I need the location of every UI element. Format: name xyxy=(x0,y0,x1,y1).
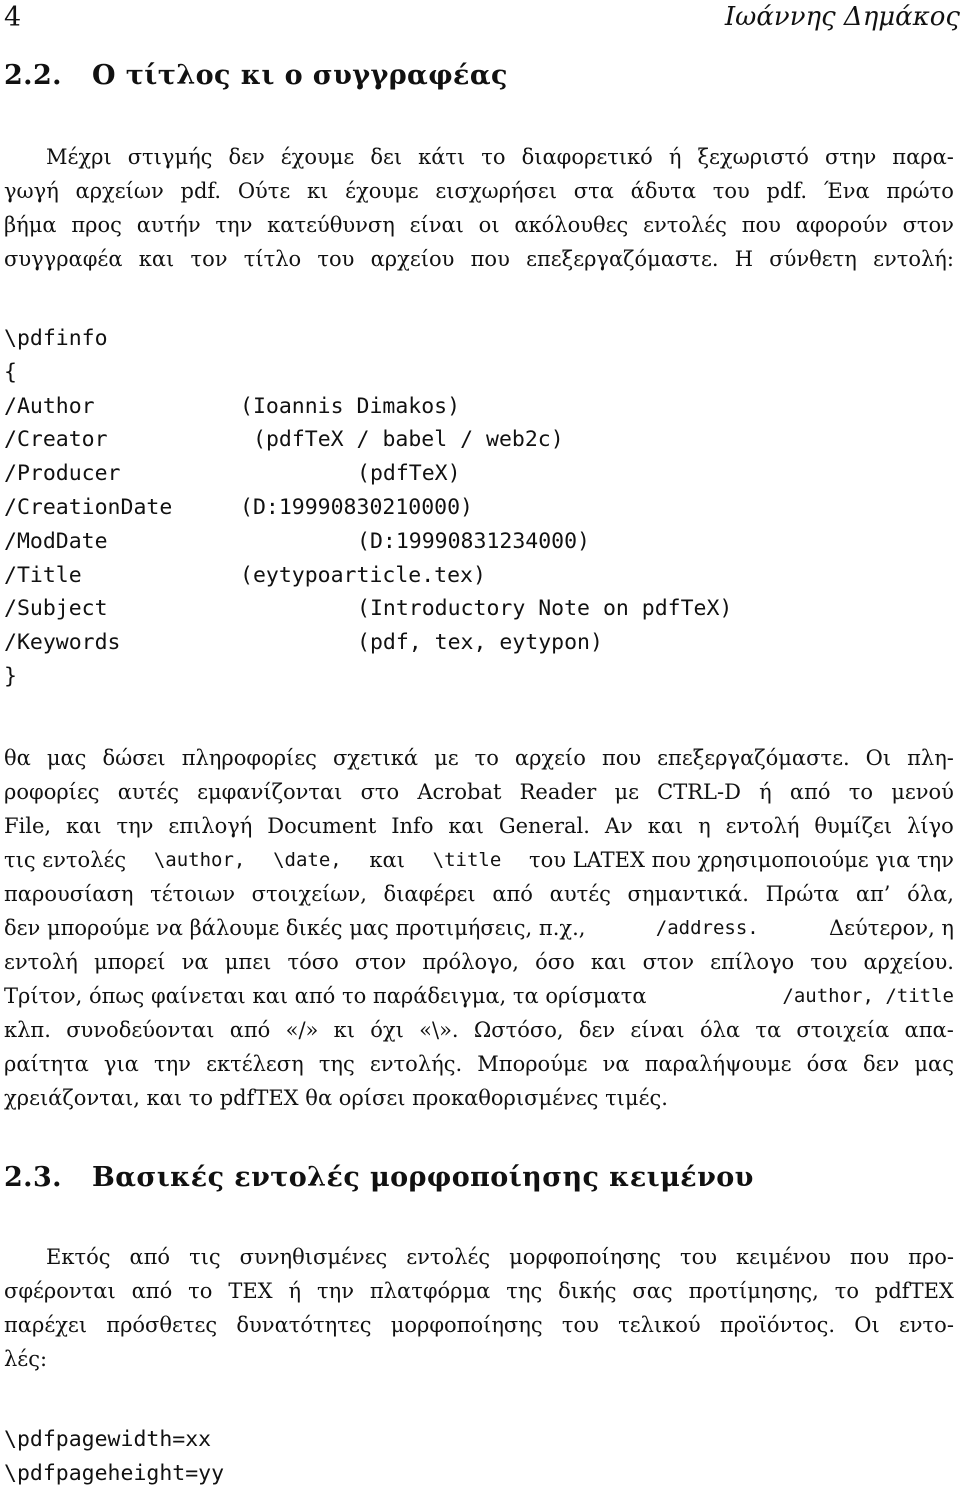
word: όχι xyxy=(370,1018,404,1042)
code-value: (pdf, tex, eytypon) xyxy=(357,630,603,656)
word: εντο- xyxy=(898,1313,954,1337)
text-span: δεν μπορούμε να βάλουμε δικές μας προτιμήσεις, π.χ., xyxy=(4,916,586,940)
word: όλα, xyxy=(907,882,954,906)
word: General. xyxy=(498,814,590,838)
text-line xyxy=(4,140,954,174)
text-line xyxy=(4,1047,954,1081)
word: δυνατότητες xyxy=(236,1313,372,1337)
code-close-brace: } xyxy=(4,663,17,689)
word: στον xyxy=(354,950,407,974)
word: εντολή xyxy=(725,814,800,838)
word: συνοδεύονται xyxy=(66,1018,215,1042)
word: επίλογο xyxy=(710,950,795,974)
word: για xyxy=(103,1052,139,1076)
text-line xyxy=(4,208,954,242)
word: Ένα xyxy=(823,179,870,203)
word: αρχείου xyxy=(370,247,455,271)
word: εντολή xyxy=(4,950,78,974)
word: τέτοιων xyxy=(150,882,235,906)
word: κι xyxy=(333,1018,356,1042)
text-line xyxy=(4,174,954,208)
word: αρχείο xyxy=(514,746,586,770)
word: του xyxy=(810,950,848,974)
word: στο xyxy=(360,780,400,804)
word: εντολές xyxy=(643,213,727,237)
word: τα xyxy=(755,1018,782,1042)
word: επεξεργαζόμαστε. xyxy=(657,746,850,770)
word: Ούτε xyxy=(237,179,291,203)
word: Reader xyxy=(519,780,597,804)
word: προϊόντος. xyxy=(719,1313,836,1337)
word: κατεύθυνση xyxy=(267,213,395,237)
code-value: (D:19990830210000) xyxy=(240,494,473,520)
word: αυτές xyxy=(549,882,611,906)
section-heading-2-3 xyxy=(4,1162,754,1193)
word: έχουμε xyxy=(280,145,355,169)
word: τίτλο xyxy=(243,247,302,271)
word: ή xyxy=(288,1279,302,1303)
text-span: τις εντολές xyxy=(4,848,127,872)
word: πληροφορίες xyxy=(181,746,317,770)
text-line: λές: xyxy=(4,1347,48,1371)
word: στα xyxy=(573,179,614,203)
word: την xyxy=(215,213,253,237)
code-line: \pdfpageheight=yy xyxy=(4,1460,225,1486)
text-span: Δεύτερον, η xyxy=(829,916,954,940)
word: κλπ. xyxy=(4,1018,51,1042)
code-value: (eytypoarticle.tex) xyxy=(240,562,486,588)
section-number: 2.3. xyxy=(4,1162,62,1193)
word: είναι xyxy=(409,213,464,237)
code-key: /Author xyxy=(4,393,95,419)
word: εμφανίζονται xyxy=(197,780,343,804)
word: προς xyxy=(71,213,122,237)
word: διαφορετικό xyxy=(521,145,653,169)
word: τελικού xyxy=(618,1313,701,1337)
word: κάτι xyxy=(418,145,466,169)
code-entry xyxy=(4,559,486,593)
word: από xyxy=(131,1279,173,1303)
running-author: Ιωάννης Δημάκος xyxy=(724,2,960,32)
word: αυτές xyxy=(117,780,179,804)
word: pdfTEX xyxy=(874,1279,954,1303)
word: μπει xyxy=(224,950,272,974)
word: στον xyxy=(642,950,694,974)
code-entry xyxy=(4,491,473,525)
word: πλατφόρμα xyxy=(369,1279,491,1303)
text-line xyxy=(4,1240,954,1274)
word: και xyxy=(647,814,684,838)
text-line xyxy=(4,945,954,979)
code-key: /CreationDate xyxy=(4,494,173,520)
text-span: Τρίτον, όπως φαίνεται και από το παράδειγμα, τα ορίσματα xyxy=(4,984,647,1008)
word: αρχείων xyxy=(75,179,164,203)
word: άδυτα xyxy=(630,179,697,203)
word: είναι xyxy=(630,1018,685,1042)
word: TEX xyxy=(228,1279,273,1303)
word: στοιχεία xyxy=(796,1018,890,1042)
code-line: \pdfpagewidth=xx xyxy=(4,1427,212,1452)
word: στον xyxy=(902,213,954,237)
inline-command: /author, /title xyxy=(782,985,954,1007)
word: Η xyxy=(734,247,754,271)
word: μορφοποίησης xyxy=(509,1245,661,1269)
word: CTRL-D xyxy=(657,780,741,804)
word: σας xyxy=(632,1279,673,1303)
word: στην xyxy=(824,145,877,169)
page-number: 4 xyxy=(4,2,22,33)
word: το xyxy=(474,746,499,770)
code-command: \pdfinfo xyxy=(4,326,108,351)
word: θα xyxy=(4,746,31,770)
word: απ’ xyxy=(855,882,891,906)
code-key: /Creator xyxy=(4,427,108,453)
word: μενού xyxy=(891,780,954,804)
word: που xyxy=(849,1245,890,1269)
text-span: του LATEX που χρησιμοποιούμε για την xyxy=(529,848,954,872)
word: την xyxy=(317,1279,355,1303)
word: μπορεί xyxy=(93,950,166,974)
word: Πρώτα xyxy=(765,882,840,906)
word: που xyxy=(470,247,510,271)
word: ροφορίες xyxy=(4,780,100,804)
word: εντολή: xyxy=(873,247,954,271)
word: εντολές xyxy=(406,1245,491,1269)
word: να xyxy=(602,1052,630,1076)
word: και xyxy=(66,814,102,838)
word: διαφέρει xyxy=(383,882,476,906)
code-key: /Producer xyxy=(4,461,121,487)
word: μορφοποίησης xyxy=(390,1313,543,1337)
word: εντολής. xyxy=(369,1052,463,1076)
word: με xyxy=(614,780,639,804)
word: παρα- xyxy=(892,145,954,169)
code-entry xyxy=(4,423,564,457)
word: Ωστόσο, xyxy=(473,1018,564,1042)
word: προ- xyxy=(908,1245,954,1269)
word: του xyxy=(679,1245,717,1269)
text-line xyxy=(4,1274,954,1308)
word: πρόσθετες xyxy=(106,1313,218,1337)
code-value: (pdfTeX) xyxy=(357,461,461,487)
text-span: και xyxy=(369,848,405,872)
formatting-paragraph xyxy=(4,1240,954,1376)
section-heading-2-2 xyxy=(4,60,508,91)
word: «\». xyxy=(419,1018,459,1042)
word: της xyxy=(506,1279,543,1303)
section-title: Ο τίτλος κι ο συγγραφέας xyxy=(92,60,508,91)
word: το xyxy=(188,1279,213,1303)
word: την xyxy=(116,814,154,838)
word: δικής xyxy=(558,1279,617,1303)
word: Acrobat xyxy=(417,780,502,804)
word: λίγο xyxy=(907,814,954,838)
word: όλα xyxy=(699,1018,741,1042)
word: εκτέλεση xyxy=(206,1052,304,1076)
word: πλη- xyxy=(907,746,954,770)
word: από xyxy=(492,882,533,906)
text-line xyxy=(4,979,954,1013)
word: πρόλογο, xyxy=(422,950,519,974)
word: κι xyxy=(307,179,329,203)
word: ή xyxy=(668,145,682,169)
word: από xyxy=(789,780,831,804)
code-value: (Ioannis Dimakos) xyxy=(240,393,461,419)
section-title: Βασικές εντολές μορφοποίησης κειμένου xyxy=(92,1162,754,1193)
text-line: χρειάζονται, και το pdfTEX θα ορίσει προκαθορισμένες τιμές. xyxy=(4,1086,668,1110)
word: βήμα xyxy=(4,213,57,237)
inline-command: \author, xyxy=(153,849,246,871)
section-number: 2.2. xyxy=(4,60,62,91)
word: η xyxy=(698,814,711,838)
word: σύνθετη xyxy=(769,247,857,271)
word: επεξεργαζόμαστε. xyxy=(526,247,719,271)
word: έχουμε xyxy=(345,179,419,203)
word: του xyxy=(317,247,355,271)
word: εισχωρήσει xyxy=(435,179,558,203)
word: από xyxy=(229,1018,271,1042)
code-entry xyxy=(4,626,603,660)
code-entry xyxy=(4,525,590,559)
word: Οι xyxy=(865,746,892,770)
word: του xyxy=(712,179,750,203)
page-header xyxy=(4,0,960,36)
word: παρέχει xyxy=(4,1313,88,1337)
word: τον xyxy=(190,247,228,271)
word: pdf. xyxy=(766,179,808,203)
word: επιλογή xyxy=(168,814,253,838)
text-line xyxy=(4,1013,954,1047)
word: το xyxy=(848,780,873,804)
word: Εκτός xyxy=(46,1245,111,1269)
code-value: (Introductory Note on pdfTeX) xyxy=(357,596,733,622)
word: που xyxy=(601,746,642,770)
word: παρουσίαση xyxy=(4,882,134,906)
text-line xyxy=(4,741,954,775)
word: στοιχείων, xyxy=(251,882,367,906)
word: ακόλουθες xyxy=(514,213,629,237)
text-line xyxy=(4,843,954,877)
word: δώσει xyxy=(102,746,166,770)
code-open-brace: { xyxy=(4,359,17,385)
word: της xyxy=(318,1052,355,1076)
text-line xyxy=(4,809,954,843)
word: ξεχωριστό xyxy=(697,145,809,169)
word: που xyxy=(741,213,781,237)
word: και xyxy=(138,247,175,271)
code-entry xyxy=(4,592,733,626)
word: Document xyxy=(267,814,377,838)
code-value: (D:19990831234000) xyxy=(357,528,590,554)
code-key: /ModDate xyxy=(4,528,108,554)
word: αρχείου. xyxy=(863,950,954,974)
word: τις xyxy=(189,1245,221,1269)
word: θυμίζει xyxy=(814,814,893,838)
word: Info xyxy=(391,814,434,838)
code-key: /Subject xyxy=(4,596,108,622)
word: τόσο xyxy=(287,950,339,974)
word: όσα xyxy=(806,1052,848,1076)
pagesize-code-block xyxy=(4,1423,224,1491)
word: προτίμησης, xyxy=(688,1279,819,1303)
code-key: /Keywords xyxy=(4,630,121,656)
word: σφέρονται xyxy=(4,1279,116,1303)
word: με xyxy=(434,746,459,770)
pdfinfo-explanation-paragraph xyxy=(4,741,954,1115)
word: του xyxy=(561,1313,599,1337)
word: το xyxy=(481,145,506,169)
word: και xyxy=(590,950,627,974)
word: απα- xyxy=(904,1018,954,1042)
word: οι xyxy=(478,213,500,237)
word: ή xyxy=(759,780,772,804)
word: όσο xyxy=(535,950,575,974)
word: να xyxy=(181,950,209,974)
word: Μπορούμε xyxy=(477,1052,588,1076)
word: παραλήψουμε xyxy=(644,1052,792,1076)
inline-command: /address. xyxy=(655,917,759,939)
code-entry xyxy=(4,390,461,424)
word: κειμένου xyxy=(735,1245,831,1269)
word: δει xyxy=(370,145,403,169)
text-line xyxy=(4,775,954,809)
word: σχετικά xyxy=(332,746,419,770)
word: σημαντικά. xyxy=(627,882,749,906)
code-entry xyxy=(4,457,461,491)
text-line xyxy=(4,911,954,945)
word: συνηθισμένες xyxy=(239,1245,388,1269)
word: την xyxy=(153,1052,191,1076)
word: ραίτητα xyxy=(4,1052,89,1076)
text-line xyxy=(4,242,954,276)
word: δεν xyxy=(578,1018,616,1042)
word: δεν xyxy=(228,145,265,169)
code-value: (pdfTeX / babel / web2c) xyxy=(253,427,564,453)
word: Οι xyxy=(854,1313,880,1337)
word: «/» xyxy=(285,1018,319,1042)
word: αφορούν xyxy=(795,213,888,237)
word: συγγραφέα xyxy=(4,247,123,271)
word: πρώτο xyxy=(886,179,954,203)
text-line xyxy=(4,877,954,911)
text-line xyxy=(4,1308,954,1342)
word: γωγή xyxy=(4,179,59,203)
word: Μέχρι xyxy=(46,145,112,169)
inline-command: \title xyxy=(432,849,502,871)
word: στιγμής xyxy=(127,145,213,169)
word: και xyxy=(448,814,484,838)
word: αυτήν xyxy=(136,213,201,237)
intro-paragraph xyxy=(4,140,954,276)
pdfinfo-code-block xyxy=(4,322,733,694)
code-key: /Title xyxy=(4,562,82,588)
word: μας xyxy=(46,746,87,770)
word: από xyxy=(129,1245,171,1269)
word: File, xyxy=(4,814,52,838)
word: Αν xyxy=(604,814,633,838)
word: το xyxy=(834,1279,859,1303)
word: δεν xyxy=(862,1052,900,1076)
word: pdf. xyxy=(180,179,222,203)
word: μας xyxy=(914,1052,954,1076)
inline-command: \date, xyxy=(273,849,342,871)
